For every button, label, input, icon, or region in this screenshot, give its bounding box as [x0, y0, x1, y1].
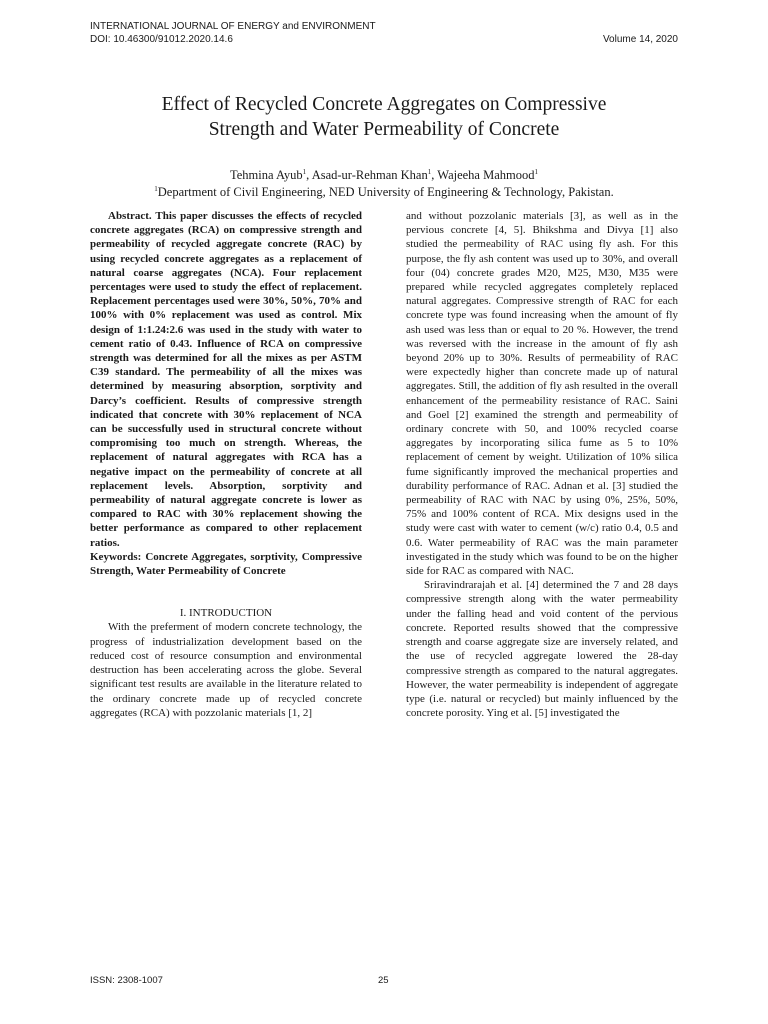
footer-issn: ISSN: 2308-1007 [90, 975, 163, 986]
author-3: Wajeeha Mahmood [437, 168, 535, 182]
author-list: Tehmina Ayub$^1$, Asad-ur-Rehman Khan$^1$, Wajeeha Mahmood$^1$ [230, 167, 538, 182]
page-number: 25 [378, 975, 389, 986]
running-header [90, 20, 376, 46]
title-line-1: Effect of Recycled Concrete Aggregates on Compressive [161, 94, 607, 115]
affiliation: $^1$Department of Civil Engineering, NED University of Engineering & Technology, Pakistan. [154, 184, 614, 199]
keywords: Keywords: Concrete Aggregates, sorptivity, Compressive Strength, Water Permeability of Concrete [90, 550, 362, 578]
author-1: Tehmina Ayub [230, 168, 303, 182]
paper-title [80, 92, 688, 142]
volume-label: Volume 14, 2020 [602, 34, 678, 45]
author-block [80, 167, 688, 201]
left-column [90, 209, 362, 720]
section-heading-introduction: I. INTRODUCTION [179, 607, 273, 620]
body-paragraph-1: and without pozzolanic materials [3], as well as in the pervious concrete [4, 5]. Bhikshma and Divya [1] also studied the permeability of RAC using fly ash. For this purpose, the fly ash content was used up to 30%, and overall four (04) concrete grades M20, M25, M30, M35 were prepared while recycled aggregates completely replaced natural aggregates. Compressive strength of RAC for each concrete type was found increasing when the amount of fly ash used was less than or equal to 20 %. However, the trend was reversed with the increase in the amount of fly ash beyond 20% up to 30%. Results of permeability of RAC were expectedly higher than concrete made up of natural aggregates. Still, the addition of fly ash resulted in the overall enhancement of the permeability resistance of RAC. Saini and Goel [2] examined the strength and permeability of ordinary concrete with 50, and 100% recycled coarse aggregates by incorporating silica fume as 5 to 10% replacement of cement by weight. Utilization of 10% silica fume significantly improved the mechanical properties and durability performance of RAC. Adnan et al. [3] studied the permeability of RAC with NAC by using 0%, 25%, 50%, 75% and 100% content of RCA. Mix designs used in the study were cast with water to cement (w/c) ratio 0.4, 0.5 and 0.6. Water permeability of RAC was the main parameter investigated in the study which was found to be on the higher side for RAC as compared with NAC. [406, 210, 678, 578]
intro-paragraph: With the preferment of modern concrete technology, the progress of industrialization development based on the reduced cost of resource consumption and environmental destruction has been accelerating across the globe. Several significant test results are available in the literature related to the ordinary concrete made up of recycled concrete aggregates (RCA) with pozzolanic materials [1, 2] [90, 621, 362, 719]
title-line-2: Strength and Water Permeability of Concrete [208, 119, 560, 140]
right-column [406, 209, 678, 720]
doi: DOI: 10.46300/91012.2020.14.6 [90, 34, 233, 45]
body-paragraph-2: Sriravindrarajah et al. [4] determined the 7 and 28 days compressive strength along with the water permeability under the falling head and void content of the pervious concrete. Reported results showed that the compressive strength and coarse aggregate size are inversely related, and the use of recycled aggregate lowered the 28-day compressive strength as compared to the natural aggregates. However, the water permeability is independent of aggregate type (i.e. natural or recycled) but mainly influenced by the concrete porosity. Ying et al. [5] investigated the [406, 579, 678, 720]
author-2: Asad-ur-Rehman Khan [311, 168, 428, 182]
abstract-text: Abstract. This paper discusses the effects of recycled concrete aggregates (RCA) on compressive strength and permeability of recycled aggregate concrete (RAC) by using recycled concrete aggregates as a replacement of natural coarse aggregates (NCA). Four replacement percentages were used to study the effect of replacement. Replacement percentages used were 30%, 50%, 70% and 100% with 0% replacement was used as control. Mix design of 1:1.24:2.6 was used in the study with water to cement ratio of 0.43. Influence of RCA on compressive strength was determined for all the mixes as per ASTM C39 standard. The permeability of all the mixes was determined by measuring absorption, sorptivity and Darcy’s coefficient. Results of compressive strength indicated that concrete with 30% replacement of NCA can be successfully used in structural concrete without compromising too much on strength. Whereas, the replacement of natural aggregates with RCA has a negative impact on the permeability of concrete at all replacement levels. Absorption, sorptivity and permeability of natural aggregate concrete is lower as compared to RAC with 30% replacement showing the better performance as compared to other replacement ratios. [90, 210, 362, 549]
journal-name: INTERNATIONAL JOURNAL OF ENERGY and ENVIRONMENT [90, 21, 376, 32]
